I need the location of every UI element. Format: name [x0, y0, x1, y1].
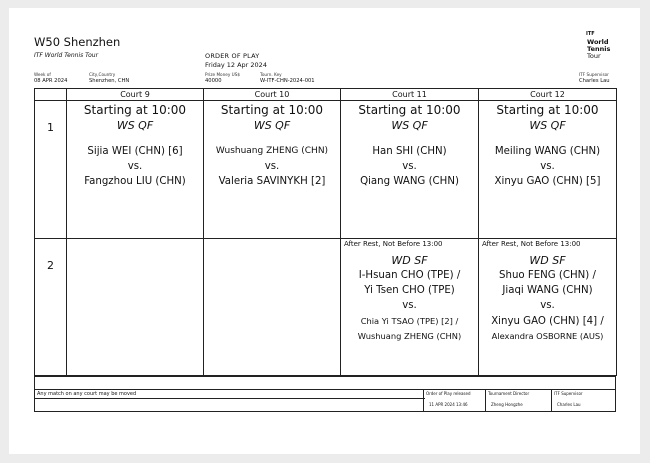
event-label: WS QF — [116, 119, 154, 132]
versus: vs. — [402, 300, 417, 311]
released-value: 11 APR 2024 13:46 — [429, 402, 468, 407]
court-header: Court 10 — [204, 89, 341, 101]
versus: vs. — [540, 300, 555, 311]
court-header: Court 11 — [341, 89, 479, 101]
event-label: WS QF — [391, 119, 428, 132]
match-cell — [479, 101, 617, 239]
city-value: Shenzhen, CHN — [89, 78, 130, 84]
week-of-label: Week of — [34, 72, 51, 77]
itf-mark: ITF — [586, 31, 595, 37]
start-time: Starting at 10:00 — [496, 103, 599, 117]
team-1-player-a: Shuo FENG (CHN) / — [499, 270, 596, 281]
team-2-player-a: Chia Yi TSAO (TPE) [2] / — [360, 316, 459, 326]
player-1: Wushuang ZHENG (CHN) — [215, 146, 329, 156]
match-cell — [341, 101, 479, 239]
footer-supervisor-value: Charles Lau — [557, 402, 581, 407]
start-time: Starting at 10:00 — [358, 103, 461, 117]
team-2-player-b: Wushuang ZHENG (CHN) — [357, 331, 462, 341]
schedule-grid — [34, 88, 617, 376]
empty-cell — [67, 239, 204, 376]
player-2: Valeria SAVINYKH [2] — [218, 176, 326, 187]
prize-money-label: Prize Money US$ — [205, 72, 241, 77]
order-of-play-date: Friday 12 Apr 2024 — [205, 61, 267, 69]
match-cell — [341, 239, 479, 376]
released-col — [423, 390, 486, 411]
footer-box — [34, 389, 616, 412]
team-2-player-b: Alexandra OSBORNE (AUS) — [491, 331, 604, 341]
schedule-row — [35, 239, 617, 376]
start-time: Starting at 10:00 — [83, 103, 187, 117]
team-2-player-a: Xinyu GAO (CHN) [4] / — [491, 316, 604, 327]
city-label: City,Country — [89, 72, 116, 77]
event-label: WD SF — [391, 254, 428, 267]
empty-cell — [204, 239, 341, 376]
director-label: Tournament Director — [488, 391, 530, 396]
footer-supervisor-label: ITF Supervisor — [554, 391, 583, 396]
logo-line-tour: Tour — [587, 52, 601, 60]
world-tennis-tour-logo — [586, 31, 611, 60]
versus: vs. — [127, 161, 143, 172]
player-1: Meiling WANG (CHN) — [494, 146, 601, 157]
director-col — [485, 390, 552, 411]
notice-row — [34, 376, 616, 389]
tourn-key-label: Tourn. Key — [260, 72, 282, 77]
released-label: Order of Play released — [426, 391, 471, 396]
tour-subtitle: ITF World Tennis Tour — [34, 52, 99, 59]
start-time: Starting at 10:00 — [220, 103, 324, 117]
corner-cell — [35, 89, 67, 101]
versus: vs. — [540, 161, 555, 172]
team-1-player-b: Yi Tsen CHO (TPE) — [364, 285, 455, 296]
row-number: 1 — [35, 101, 67, 239]
event-label: WS QF — [253, 119, 291, 132]
court-header: Court 12 — [479, 89, 617, 101]
itf-supervisor-label: ITF Supervisor — [579, 72, 609, 77]
week-of-value: 08 APR 2024 — [34, 78, 68, 84]
versus: vs. — [264, 161, 280, 172]
event-label: WS QF — [529, 119, 566, 132]
court-header-row — [35, 89, 617, 101]
court-header: Court 9 — [67, 89, 204, 101]
match-cell — [67, 101, 204, 239]
player-2: Qiang WANG (CHN) — [360, 176, 459, 187]
match-cell — [479, 239, 617, 376]
supervisor-col — [551, 390, 616, 411]
row-number: 2 — [35, 239, 67, 376]
logo-line-tennis: Tennis — [587, 45, 611, 53]
match-cell — [204, 101, 341, 239]
versus: vs. — [402, 161, 417, 172]
court-move-note: Any match on any court may be moved — [37, 391, 137, 397]
director-value: Zheng Hongzhe — [491, 402, 523, 407]
player-1: Sijia WEI (CHN) [6] — [87, 146, 183, 157]
not-before-note: After Rest, Not Before 13:00 — [482, 240, 581, 248]
prize-money-value: 40000 — [205, 78, 222, 84]
tournament-title: W50 Shenzhen — [34, 35, 121, 49]
player-2: Xinyu GAO (CHN) [5] — [494, 176, 601, 187]
player-1: Han SHI (CHN) — [372, 146, 447, 157]
tourn-key-value: W-ITF-CHN-2024-001 — [260, 78, 315, 84]
team-1-player-b: Jiaqi WANG (CHN) — [502, 285, 593, 296]
event-label: WD SF — [529, 254, 566, 267]
schedule-row — [35, 101, 617, 239]
itf-supervisor-value: Charles Lau — [579, 78, 610, 84]
not-before-note: After Rest, Not Before 13:00 — [344, 240, 443, 248]
team-1-player-a: I-Hsuan CHO (TPE) / — [358, 270, 461, 281]
order-of-play-title: ORDER OF PLAY — [205, 52, 260, 60]
player-2: Fangzhou LIU (CHN) — [84, 176, 186, 187]
logo-line-world: World — [587, 38, 609, 46]
